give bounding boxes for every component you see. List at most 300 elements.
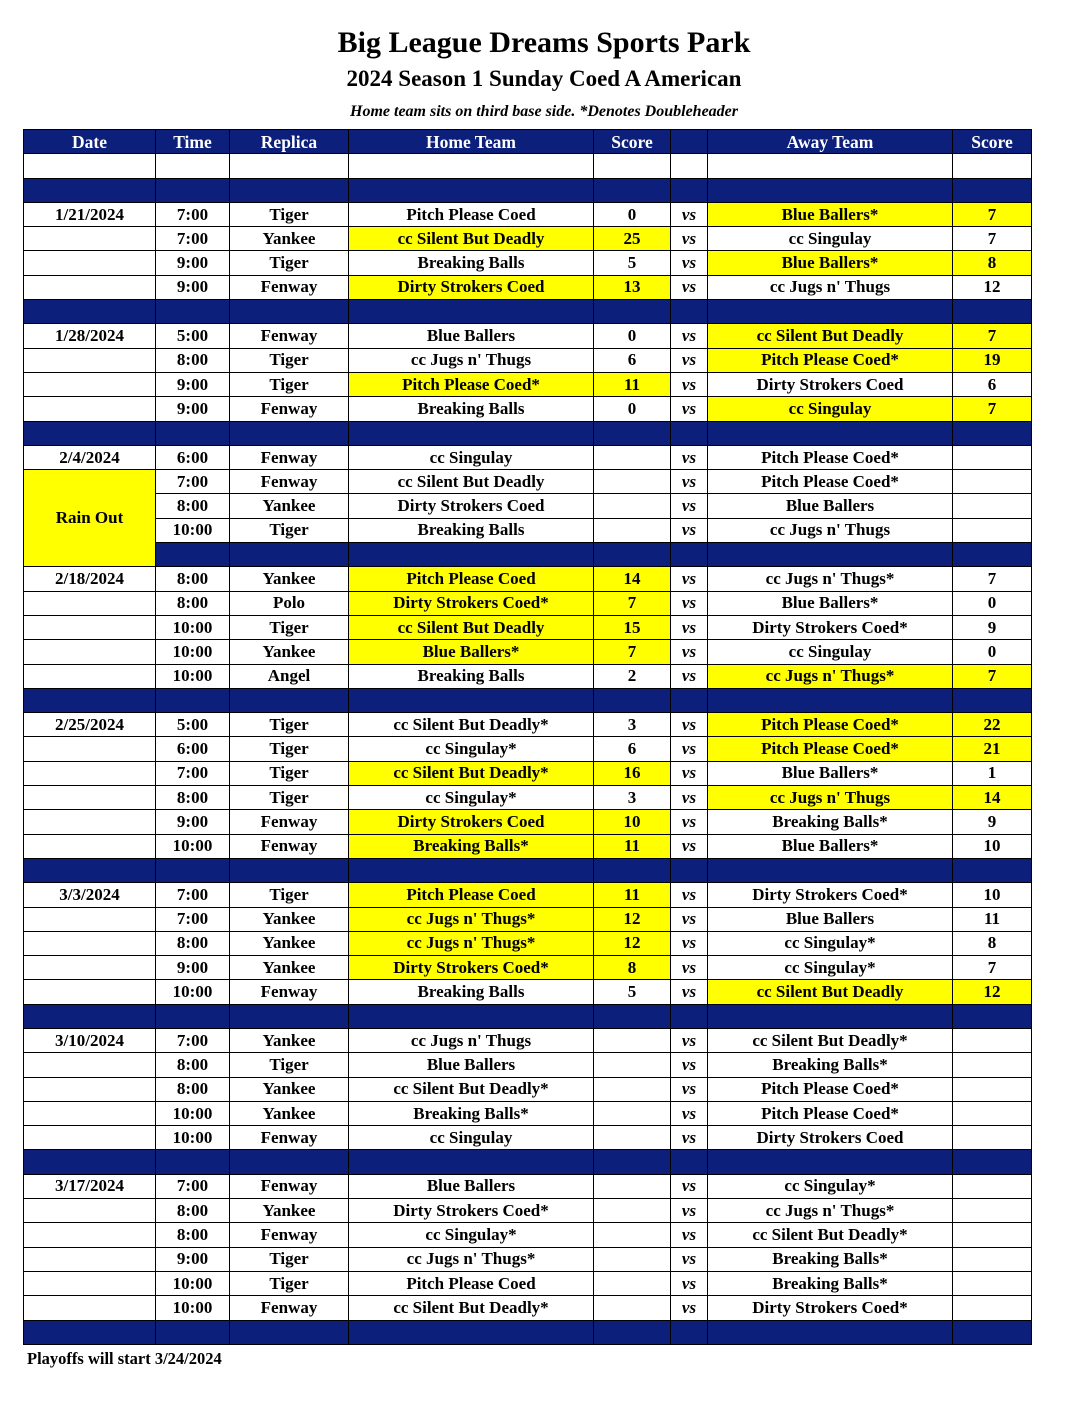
away-score-cell xyxy=(953,494,1032,518)
empty-cell xyxy=(349,1320,594,1344)
separator-row xyxy=(24,300,1032,324)
time-cell: 10:00 xyxy=(156,1126,230,1150)
date-cell xyxy=(24,640,156,664)
game-row xyxy=(24,907,1032,931)
time-cell: 7:00 xyxy=(156,907,230,931)
empty-cell xyxy=(349,1004,594,1028)
column-header-away-team: Away Team xyxy=(708,130,953,154)
home-score-cell xyxy=(594,1223,671,1247)
time-cell: 10:00 xyxy=(156,980,230,1004)
game-row xyxy=(24,883,1032,907)
replica-cell: Yankee xyxy=(230,227,349,251)
home-score-cell: 7 xyxy=(594,591,671,615)
date-cell xyxy=(24,761,156,785)
away-team-cell: Dirty Strokers Coed* xyxy=(708,883,953,907)
time-cell: 9:00 xyxy=(156,397,230,421)
vs-label: vs xyxy=(671,202,708,226)
empty-cell xyxy=(156,1004,230,1028)
date-cell xyxy=(24,1223,156,1247)
game-row xyxy=(24,518,1032,542)
home-team-cell: Dirty Strokers Coed xyxy=(349,275,594,299)
replica-cell: Fenway xyxy=(230,275,349,299)
empty-cell xyxy=(156,858,230,882)
home-team-cell: cc Jugs n' Thugs* xyxy=(349,907,594,931)
away-team-cell: Pitch Please Coed* xyxy=(708,445,953,469)
vs-label: vs xyxy=(671,227,708,251)
vs-label: vs xyxy=(671,494,708,518)
game-row xyxy=(24,931,1032,955)
replica-cell: Yankee xyxy=(230,1028,349,1052)
empty-cell xyxy=(594,178,671,202)
empty-cell xyxy=(671,1004,708,1028)
empty-cell xyxy=(230,178,349,202)
home-score-cell: 6 xyxy=(594,348,671,372)
away-team-cell: Pitch Please Coed* xyxy=(708,470,953,494)
game-row xyxy=(24,615,1032,639)
home-team-cell: cc Singulay xyxy=(349,445,594,469)
home-score-cell: 3 xyxy=(594,713,671,737)
replica-cell: Polo xyxy=(230,591,349,615)
empty-cell xyxy=(230,1150,349,1174)
empty-cell xyxy=(953,543,1032,567)
date-cell xyxy=(24,956,156,980)
away-team-cell: Dirty Strokers Coed xyxy=(708,372,953,396)
empty-cell xyxy=(230,154,349,178)
away-score-cell: 7 xyxy=(953,567,1032,591)
game-row xyxy=(24,227,1032,251)
empty-cell xyxy=(671,178,708,202)
empty-cell xyxy=(349,688,594,712)
empty-cell xyxy=(671,1320,708,1344)
empty-cell xyxy=(156,154,230,178)
home-team-cell: Breaking Balls* xyxy=(349,1101,594,1125)
replica-cell: Tiger xyxy=(230,251,349,275)
away-score-cell: 10 xyxy=(953,834,1032,858)
away-score-cell: 7 xyxy=(953,397,1032,421)
empty-cell xyxy=(953,688,1032,712)
home-score-cell xyxy=(594,1053,671,1077)
game-row xyxy=(24,980,1032,1004)
home-team-cell: Breaking Balls xyxy=(349,518,594,542)
replica-cell: Yankee xyxy=(230,494,349,518)
game-row xyxy=(24,1174,1032,1198)
away-team-cell: cc Singulay* xyxy=(708,1174,953,1198)
home-team-cell: cc Jugs n' Thugs xyxy=(349,348,594,372)
home-score-cell xyxy=(594,1101,671,1125)
away-score-cell: 7 xyxy=(953,227,1032,251)
vs-label: vs xyxy=(671,810,708,834)
home-team-cell: cc Jugs n' Thugs* xyxy=(349,931,594,955)
home-score-cell xyxy=(594,518,671,542)
time-cell: 7:00 xyxy=(156,1028,230,1052)
empty-cell xyxy=(708,688,953,712)
page-title: Big League Dreams Sports Park xyxy=(337,26,751,59)
vs-label: vs xyxy=(671,907,708,931)
date-cell xyxy=(24,1199,156,1223)
away-score-cell: 7 xyxy=(953,956,1032,980)
date-cell: 3/10/2024 xyxy=(24,1028,156,1052)
time-cell: 9:00 xyxy=(156,275,230,299)
away-team-cell: Breaking Balls* xyxy=(708,1271,953,1295)
separator-row xyxy=(24,178,1032,202)
home-team-cell: Pitch Please Coed xyxy=(349,1271,594,1295)
empty-cell xyxy=(953,858,1032,882)
away-team-cell: cc Silent But Deadly xyxy=(708,324,953,348)
empty-cell xyxy=(594,1150,671,1174)
home-team-cell: Pitch Please Coed xyxy=(349,883,594,907)
away-team-cell: cc Singulay* xyxy=(708,931,953,955)
empty-cell xyxy=(594,1004,671,1028)
vs-label: vs xyxy=(671,1174,708,1198)
empty-cell xyxy=(953,1150,1032,1174)
replica-cell: Tiger xyxy=(230,1247,349,1271)
home-score-cell: 13 xyxy=(594,275,671,299)
date-cell: 2/4/2024 xyxy=(24,445,156,469)
away-score-cell: 7 xyxy=(953,664,1032,688)
home-score-cell: 0 xyxy=(594,202,671,226)
vs-label: vs xyxy=(671,397,708,421)
away-team-cell: Pitch Please Coed* xyxy=(708,1101,953,1125)
date-cell xyxy=(24,615,156,639)
game-row xyxy=(24,664,1032,688)
home-team-cell: cc Silent But Deadly xyxy=(349,470,594,494)
away-score-cell: 1 xyxy=(953,761,1032,785)
date-cell xyxy=(24,348,156,372)
game-row xyxy=(24,1101,1032,1125)
date-cell xyxy=(24,834,156,858)
away-score-cell xyxy=(953,470,1032,494)
home-score-cell xyxy=(594,1126,671,1150)
home-team-cell: Breaking Balls xyxy=(349,664,594,688)
schedule-table xyxy=(23,129,1032,1345)
home-score-cell xyxy=(594,1077,671,1101)
replica-cell: Tiger xyxy=(230,202,349,226)
game-row xyxy=(24,1077,1032,1101)
vs-label: vs xyxy=(671,1271,708,1295)
vs-label: vs xyxy=(671,251,708,275)
date-cell: 2/18/2024 xyxy=(24,567,156,591)
home-team-cell: Dirty Strokers Coed* xyxy=(349,956,594,980)
home-team-cell: Dirty Strokers Coed* xyxy=(349,591,594,615)
date-cell: 2/25/2024 xyxy=(24,713,156,737)
date-cell xyxy=(24,737,156,761)
empty-cell xyxy=(708,1150,953,1174)
vs-label: vs xyxy=(671,470,708,494)
home-score-cell: 5 xyxy=(594,251,671,275)
game-row xyxy=(24,275,1032,299)
empty-cell xyxy=(156,178,230,202)
empty-cell xyxy=(349,178,594,202)
empty-cell xyxy=(594,688,671,712)
empty-cell xyxy=(24,858,156,882)
date-cell xyxy=(24,1296,156,1320)
replica-cell: Tiger xyxy=(230,761,349,785)
home-team-cell: Dirty Strokers Coed xyxy=(349,810,594,834)
game-row xyxy=(24,202,1032,226)
column-header-replica: Replica xyxy=(230,130,349,154)
home-score-cell: 10 xyxy=(594,810,671,834)
time-cell: 8:00 xyxy=(156,1077,230,1101)
time-cell: 10:00 xyxy=(156,640,230,664)
game-row xyxy=(24,737,1032,761)
vs-label: vs xyxy=(671,445,708,469)
column-header-home-team: Home Team xyxy=(349,130,594,154)
empty-cell xyxy=(708,154,953,178)
home-score-cell xyxy=(594,1199,671,1223)
away-team-cell: Dirty Strokers Coed* xyxy=(708,615,953,639)
away-team-cell: cc Singulay xyxy=(708,227,953,251)
separator-row xyxy=(24,1150,1032,1174)
time-cell: 8:00 xyxy=(156,348,230,372)
game-row xyxy=(24,1296,1032,1320)
replica-cell: Yankee xyxy=(230,1199,349,1223)
home-team-cell: Blue Ballers* xyxy=(349,640,594,664)
vs-label: vs xyxy=(671,834,708,858)
replica-cell: Tiger xyxy=(230,1053,349,1077)
empty-cell xyxy=(708,858,953,882)
home-score-cell: 6 xyxy=(594,737,671,761)
away-score-cell xyxy=(953,1053,1032,1077)
away-team-cell: Breaking Balls* xyxy=(708,1247,953,1271)
replica-cell: Tiger xyxy=(230,615,349,639)
empty-cell xyxy=(349,154,594,178)
empty-cell xyxy=(24,688,156,712)
empty-cell xyxy=(230,1004,349,1028)
away-score-cell: 6 xyxy=(953,372,1032,396)
home-team-cell: cc Singulay* xyxy=(349,786,594,810)
empty-cell xyxy=(24,300,156,324)
game-row xyxy=(24,761,1032,785)
away-score-cell xyxy=(953,1296,1032,1320)
home-score-cell: 0 xyxy=(594,397,671,421)
time-cell: 10:00 xyxy=(156,1296,230,1320)
away-score-cell: 8 xyxy=(953,251,1032,275)
date-cell: 3/3/2024 xyxy=(24,883,156,907)
game-row xyxy=(24,445,1032,469)
game-row xyxy=(24,1199,1032,1223)
home-score-cell: 11 xyxy=(594,834,671,858)
time-cell: 10:00 xyxy=(156,1101,230,1125)
empty-cell xyxy=(671,154,708,178)
away-score-cell xyxy=(953,1077,1032,1101)
replica-cell: Yankee xyxy=(230,956,349,980)
replica-cell: Tiger xyxy=(230,786,349,810)
column-header-away-score: Score xyxy=(953,130,1032,154)
home-team-cell: cc Silent But Deadly* xyxy=(349,761,594,785)
table-header-row xyxy=(24,130,1032,154)
away-score-cell: 12 xyxy=(953,275,1032,299)
game-row xyxy=(24,397,1032,421)
away-score-cell: 7 xyxy=(953,324,1032,348)
empty-cell xyxy=(230,421,349,445)
home-team-cell: cc Silent But Deadly* xyxy=(349,713,594,737)
empty-cell xyxy=(24,421,156,445)
vs-label: vs xyxy=(671,372,708,396)
time-cell: 8:00 xyxy=(156,567,230,591)
time-cell: 9:00 xyxy=(156,251,230,275)
vs-label: vs xyxy=(671,615,708,639)
game-row xyxy=(24,1271,1032,1295)
time-cell: 7:00 xyxy=(156,1174,230,1198)
date-cell xyxy=(24,1247,156,1271)
vs-label: vs xyxy=(671,761,708,785)
game-row xyxy=(24,324,1032,348)
vs-label: vs xyxy=(671,1101,708,1125)
replica-cell: Fenway xyxy=(230,324,349,348)
away-score-cell: 19 xyxy=(953,348,1032,372)
away-team-cell: Blue Ballers xyxy=(708,907,953,931)
game-row xyxy=(24,567,1032,591)
away-score-cell: 22 xyxy=(953,713,1032,737)
home-score-cell: 11 xyxy=(594,372,671,396)
away-score-cell xyxy=(953,1247,1032,1271)
away-score-cell: 0 xyxy=(953,591,1032,615)
away-score-cell: 12 xyxy=(953,980,1032,1004)
away-score-cell: 9 xyxy=(953,810,1032,834)
replica-cell: Fenway xyxy=(230,810,349,834)
replica-cell: Yankee xyxy=(230,931,349,955)
home-score-cell: 14 xyxy=(594,567,671,591)
empty-cell xyxy=(953,178,1032,202)
game-row xyxy=(24,834,1032,858)
away-team-cell: Blue Ballers xyxy=(708,494,953,518)
home-team-cell: cc Singulay* xyxy=(349,1223,594,1247)
away-team-cell: Blue Ballers* xyxy=(708,834,953,858)
away-team-cell: Blue Ballers* xyxy=(708,251,953,275)
empty-cell xyxy=(230,543,349,567)
away-team-cell: Pitch Please Coed* xyxy=(708,737,953,761)
home-team-cell: cc Silent But Deadly xyxy=(349,615,594,639)
vs-label: vs xyxy=(671,737,708,761)
game-row xyxy=(24,470,1032,494)
home-score-cell: 3 xyxy=(594,786,671,810)
time-cell: 5:00 xyxy=(156,713,230,737)
away-team-cell: cc Jugs n' Thugs xyxy=(708,518,953,542)
game-row xyxy=(24,640,1032,664)
separator-row xyxy=(24,421,1032,445)
empty-cell xyxy=(708,421,953,445)
vs-label: vs xyxy=(671,1028,708,1052)
date-cell xyxy=(24,931,156,955)
empty-cell xyxy=(671,421,708,445)
time-cell: 9:00 xyxy=(156,810,230,834)
away-score-cell: 0 xyxy=(953,640,1032,664)
game-row xyxy=(24,713,1032,737)
schedule-note: Home team sits on third base side. *Denotes Doubleheader xyxy=(350,103,738,120)
away-team-cell: Breaking Balls* xyxy=(708,1053,953,1077)
replica-cell: Yankee xyxy=(230,907,349,931)
separator-row xyxy=(24,543,1032,567)
game-row xyxy=(24,372,1032,396)
away-score-cell: 21 xyxy=(953,737,1032,761)
home-score-cell xyxy=(594,445,671,469)
vs-label: vs xyxy=(671,348,708,372)
empty-cell xyxy=(708,300,953,324)
away-score-cell xyxy=(953,1199,1032,1223)
home-score-cell: 12 xyxy=(594,931,671,955)
home-score-cell: 7 xyxy=(594,640,671,664)
rain-out-label: Rain Out xyxy=(24,470,156,567)
time-cell: 8:00 xyxy=(156,786,230,810)
empty-cell xyxy=(671,688,708,712)
time-cell: 6:00 xyxy=(156,445,230,469)
away-score-cell: 11 xyxy=(953,907,1032,931)
replica-cell: Fenway xyxy=(230,445,349,469)
empty-cell xyxy=(230,688,349,712)
date-cell xyxy=(24,980,156,1004)
game-row xyxy=(24,251,1032,275)
time-cell: 7:00 xyxy=(156,470,230,494)
schedule-body xyxy=(24,154,1032,1345)
away-team-cell: cc Singulay xyxy=(708,640,953,664)
vs-label: vs xyxy=(671,1223,708,1247)
replica-cell: Tiger xyxy=(230,883,349,907)
away-score-cell xyxy=(953,1101,1032,1125)
time-cell: 9:00 xyxy=(156,956,230,980)
column-header-home-score: Score xyxy=(594,130,671,154)
away-team-cell: cc Singulay xyxy=(708,397,953,421)
vs-label: vs xyxy=(671,664,708,688)
column-header-vs xyxy=(671,130,708,154)
empty-cell xyxy=(24,1150,156,1174)
date-cell xyxy=(24,786,156,810)
empty-cell xyxy=(349,1150,594,1174)
time-cell: 8:00 xyxy=(156,1223,230,1247)
time-cell: 7:00 xyxy=(156,761,230,785)
away-score-cell: 10 xyxy=(953,883,1032,907)
vs-label: vs xyxy=(671,1247,708,1271)
empty-cell xyxy=(349,543,594,567)
date-cell xyxy=(24,1126,156,1150)
time-cell: 10:00 xyxy=(156,518,230,542)
empty-cell xyxy=(24,1320,156,1344)
away-team-cell: cc Jugs n' Thugs xyxy=(708,275,953,299)
home-score-cell: 16 xyxy=(594,761,671,785)
date-cell: 1/28/2024 xyxy=(24,324,156,348)
date-cell xyxy=(24,251,156,275)
replica-cell: Yankee xyxy=(230,567,349,591)
date-cell xyxy=(24,591,156,615)
replica-cell: Tiger xyxy=(230,518,349,542)
blank-row xyxy=(24,154,1032,178)
time-cell: 7:00 xyxy=(156,202,230,226)
empty-cell xyxy=(156,688,230,712)
page-subtitle: 2024 Season 1 Sunday Coed A American xyxy=(346,66,742,91)
empty-cell xyxy=(671,858,708,882)
replica-cell: Fenway xyxy=(230,1174,349,1198)
vs-label: vs xyxy=(671,713,708,737)
home-score-cell xyxy=(594,1028,671,1052)
empty-cell xyxy=(230,858,349,882)
home-score-cell: 8 xyxy=(594,956,671,980)
home-score-cell: 25 xyxy=(594,227,671,251)
away-team-cell: Pitch Please Coed* xyxy=(708,713,953,737)
game-row xyxy=(24,348,1032,372)
game-row xyxy=(24,810,1032,834)
empty-cell xyxy=(349,300,594,324)
time-cell: 8:00 xyxy=(156,931,230,955)
home-team-cell: Blue Ballers xyxy=(349,1174,594,1198)
replica-cell: Angel xyxy=(230,664,349,688)
empty-cell xyxy=(156,1320,230,1344)
away-team-cell: Blue Ballers* xyxy=(708,761,953,785)
replica-cell: Fenway xyxy=(230,834,349,858)
vs-label: vs xyxy=(671,640,708,664)
game-row xyxy=(24,1247,1032,1271)
home-team-cell: Blue Ballers xyxy=(349,1053,594,1077)
game-row xyxy=(24,1053,1032,1077)
away-team-cell: Dirty Strokers Coed* xyxy=(708,1296,953,1320)
